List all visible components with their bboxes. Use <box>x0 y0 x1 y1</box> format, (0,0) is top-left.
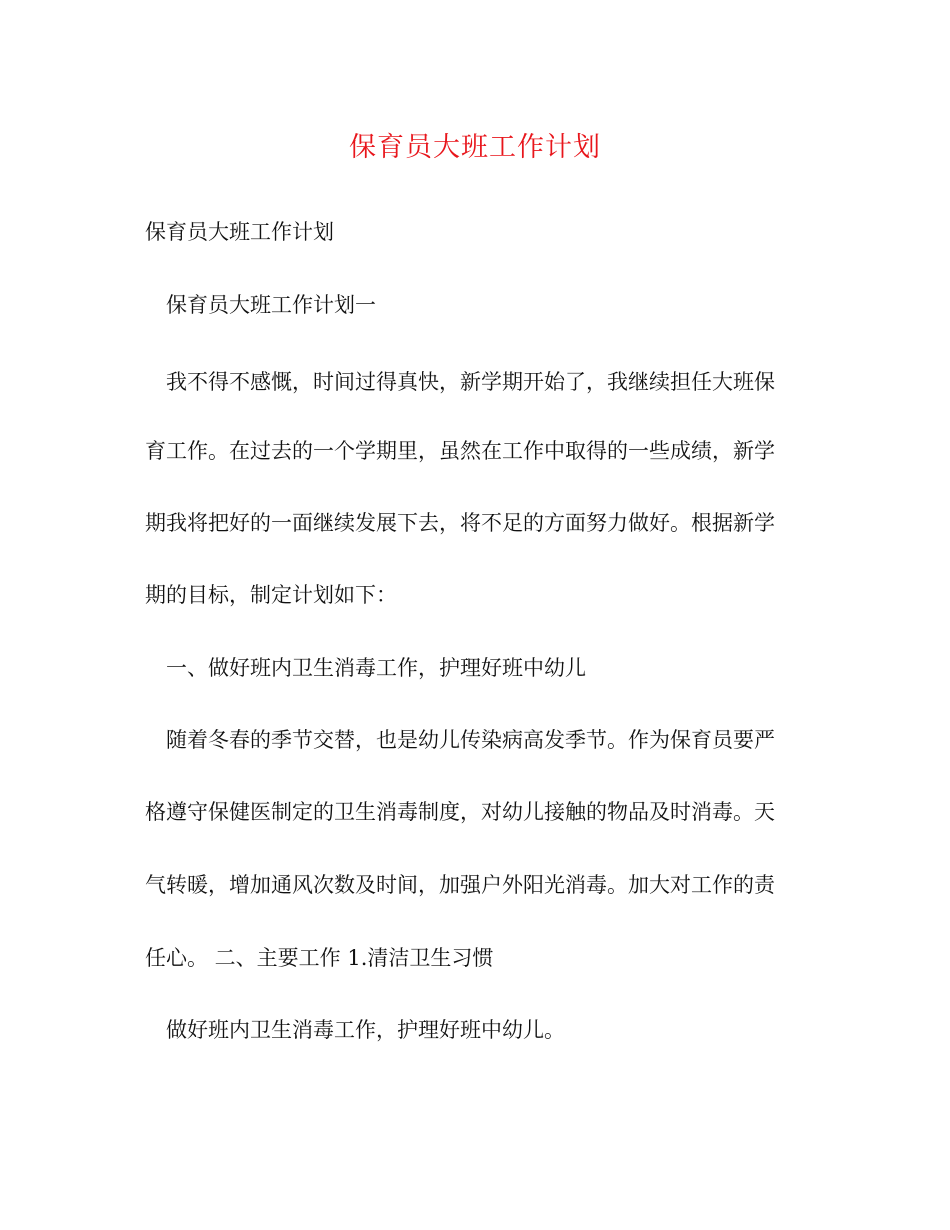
paragraph-line: 一、做好班内卫生消毒工作，护理好班中幼儿 <box>166 656 586 680</box>
paragraph-line: 气转暖，增加通风次数及时间，加强户外阳光消毒。加大对工作的责 <box>145 873 775 897</box>
paragraph-line: 格遵守保健医制定的卫生消毒制度，对幼儿接触的物品及时消毒。天 <box>145 800 775 824</box>
paragraph-line: 我不得不感慨，时间过得真快，新学期开始了，我继续担任大班保 <box>166 370 775 394</box>
paragraph-line: 保育员大班工作计划 <box>145 220 334 244</box>
paragraph-line: 保育员大班工作计划一 <box>166 293 376 317</box>
paragraph-line: 育工作。在过去的一个学期里，虽然在工作中取得的一些成绩，新学 <box>145 439 775 463</box>
paragraph-line: 期的目标，制定计划如下： <box>145 583 397 607</box>
paragraph-line: 做好班内卫生消毒工作，护理好班中幼儿。 <box>166 1018 565 1042</box>
document-title: 保育员大班工作计划 <box>349 132 601 163</box>
paragraph-line: 随着冬春的季节交替，也是幼儿传染病高发季节。作为保育员要严 <box>166 728 775 752</box>
paragraph-line: 期我将把好的一面继续发展下去，将不足的方面努力做好。根据新学 <box>145 511 775 535</box>
paragraph-line: 任心。 二、主要工作 1.清洁卫生习惯 <box>145 946 494 970</box>
